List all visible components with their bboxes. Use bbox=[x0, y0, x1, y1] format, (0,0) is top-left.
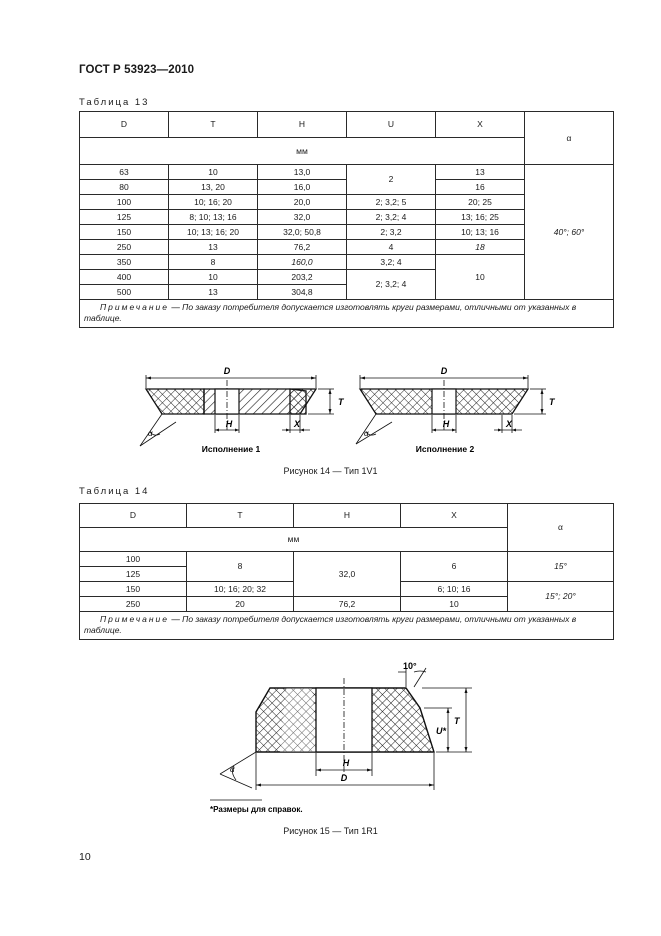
cell: 13 bbox=[169, 240, 258, 255]
cell: 20 bbox=[187, 597, 294, 612]
cell: 125 bbox=[80, 210, 169, 225]
dim-U: U* bbox=[436, 726, 447, 736]
dim-alpha: α bbox=[364, 429, 369, 438]
cell: 18 bbox=[436, 240, 525, 255]
cell: 6; 10; 16 bbox=[401, 582, 508, 597]
cell: 203,2 bbox=[258, 270, 347, 285]
cell: 100 bbox=[80, 552, 187, 567]
angle-label: 10° bbox=[403, 661, 417, 671]
table-14-header-T: T bbox=[187, 504, 294, 528]
cell: 15° bbox=[508, 552, 614, 582]
cell: 13,0 bbox=[258, 165, 347, 180]
figure-15-drawing bbox=[200, 656, 500, 816]
cell: 2; 3,2; 4 bbox=[347, 210, 436, 225]
note-text: — По заказу потребителя допускается изготовлять круги размерами, отличными от указанных в таблице. bbox=[84, 302, 577, 323]
dim-X: X bbox=[505, 419, 513, 429]
cell: 304,8 bbox=[258, 285, 347, 300]
table-13-caption: Таблица 13 bbox=[79, 97, 150, 108]
table-13-header-U: U bbox=[347, 112, 436, 138]
table-13-note bbox=[80, 300, 614, 328]
figure-14-drawing bbox=[120, 360, 570, 460]
cell: 2; 3,2; 5 bbox=[347, 195, 436, 210]
figure-14-caption: Рисунок 14 — Тип 1V1 bbox=[283, 466, 378, 476]
cell: 8 bbox=[169, 255, 258, 270]
cell: 250 bbox=[80, 597, 187, 612]
table-14-header-D: D bbox=[80, 504, 187, 528]
table-14-note bbox=[80, 612, 614, 640]
cell: 32,0; 50,8 bbox=[258, 225, 347, 240]
table-13-header-H: H bbox=[258, 112, 347, 138]
cell: 125 bbox=[80, 567, 187, 582]
dim-D: D bbox=[223, 366, 231, 376]
dim-D: D bbox=[340, 773, 348, 783]
cell: 13 bbox=[169, 285, 258, 300]
cell: 160,0 bbox=[258, 255, 347, 270]
cell: 15°; 20° bbox=[508, 582, 614, 612]
note-label: Примечание bbox=[100, 614, 169, 624]
cell: 3,2; 4 bbox=[347, 255, 436, 270]
table-13-header-T: T bbox=[169, 112, 258, 138]
cell: 80 bbox=[80, 180, 169, 195]
abrasive-left bbox=[146, 389, 204, 414]
cell: 2; 3,2; 4 bbox=[347, 270, 436, 300]
document-header: ГОСТ Р 53923—2010 bbox=[79, 64, 195, 76]
abrasive-right bbox=[290, 389, 316, 414]
cell: 500 bbox=[80, 285, 169, 300]
cell: 400 bbox=[80, 270, 169, 285]
cell: 4 bbox=[347, 240, 436, 255]
cell: 20,0 bbox=[258, 195, 347, 210]
dim-H: H bbox=[442, 419, 450, 429]
cell: 13, 20 bbox=[169, 180, 258, 195]
table-row bbox=[80, 165, 614, 180]
dim-H: H bbox=[225, 419, 233, 429]
note-label: Примечание bbox=[100, 302, 169, 312]
cell: 32,0 bbox=[294, 552, 401, 597]
cell: 63 bbox=[80, 165, 169, 180]
table-14-unit: мм bbox=[80, 528, 508, 552]
table-13-unit: мм bbox=[80, 138, 525, 165]
cell: 250 bbox=[80, 240, 169, 255]
cell: 10 bbox=[169, 165, 258, 180]
cell: 350 bbox=[80, 255, 169, 270]
footnote: *Размеры для справок. bbox=[210, 805, 303, 814]
cell: 32,0 bbox=[258, 210, 347, 225]
cell: 10; 13; 16; 20 bbox=[169, 225, 258, 240]
cell: 100 bbox=[80, 195, 169, 210]
figure-15-caption: Рисунок 15 — Тип 1R1 bbox=[283, 826, 378, 836]
cell: 10 bbox=[401, 597, 508, 612]
cell: 10 bbox=[169, 270, 258, 285]
table-14-caption: Таблица 14 bbox=[79, 486, 150, 497]
dim-alpha: α bbox=[148, 429, 153, 438]
table-14-header-X: X bbox=[401, 504, 508, 528]
cell: 150 bbox=[80, 582, 187, 597]
table-14-header-alpha: α bbox=[508, 504, 614, 552]
variant-1-drawing bbox=[140, 366, 345, 454]
cell: 10 bbox=[436, 255, 525, 300]
table-row bbox=[80, 552, 614, 567]
cell: 76,2 bbox=[258, 240, 347, 255]
cell: 150 bbox=[80, 225, 169, 240]
wheel-facet bbox=[280, 688, 318, 752]
cell: 16 bbox=[436, 180, 525, 195]
table-14 bbox=[79, 503, 614, 640]
cell: 13 bbox=[436, 165, 525, 180]
table-13-header-D: D bbox=[80, 112, 169, 138]
cell: 8 bbox=[187, 552, 294, 582]
note-text: — По заказу потребителя допускается изготовлять круги размерами, отличными от указанных в таблице. bbox=[84, 614, 577, 635]
page-number: 10 bbox=[79, 851, 91, 863]
cell: 10; 13; 16 bbox=[436, 225, 525, 240]
cell: 2 bbox=[347, 165, 436, 195]
dim-D: D bbox=[440, 366, 448, 376]
cell: 16,0 bbox=[258, 180, 347, 195]
dim-H: H bbox=[342, 758, 350, 768]
dim-T: T bbox=[454, 716, 460, 726]
cell: 76,2 bbox=[294, 597, 401, 612]
cell: 6 bbox=[401, 552, 508, 582]
cell: 10; 16; 20; 32 bbox=[187, 582, 294, 597]
variant-2-drawing bbox=[356, 366, 556, 454]
table-13-header-X: X bbox=[436, 112, 525, 138]
cell: 10; 16; 20 bbox=[169, 195, 258, 210]
table-14-header-H: H bbox=[294, 504, 401, 528]
variant-2-label: Исполнение 2 bbox=[415, 444, 475, 454]
cell: 2; 3,2 bbox=[347, 225, 436, 240]
cell: 8; 10; 13; 16 bbox=[169, 210, 258, 225]
dim-X: X bbox=[293, 419, 301, 429]
cell: 20; 25 bbox=[436, 195, 525, 210]
table-13 bbox=[79, 111, 614, 328]
dim-T: T bbox=[338, 397, 344, 407]
variant-1-label: Исполнение 1 bbox=[201, 444, 261, 454]
table-13-header-alpha: α bbox=[525, 112, 614, 165]
dim-alpha: α bbox=[230, 765, 235, 774]
cell: 13; 16; 25 bbox=[436, 210, 525, 225]
dim-T: T bbox=[549, 397, 555, 407]
cell: 40°; 60° bbox=[525, 165, 614, 300]
